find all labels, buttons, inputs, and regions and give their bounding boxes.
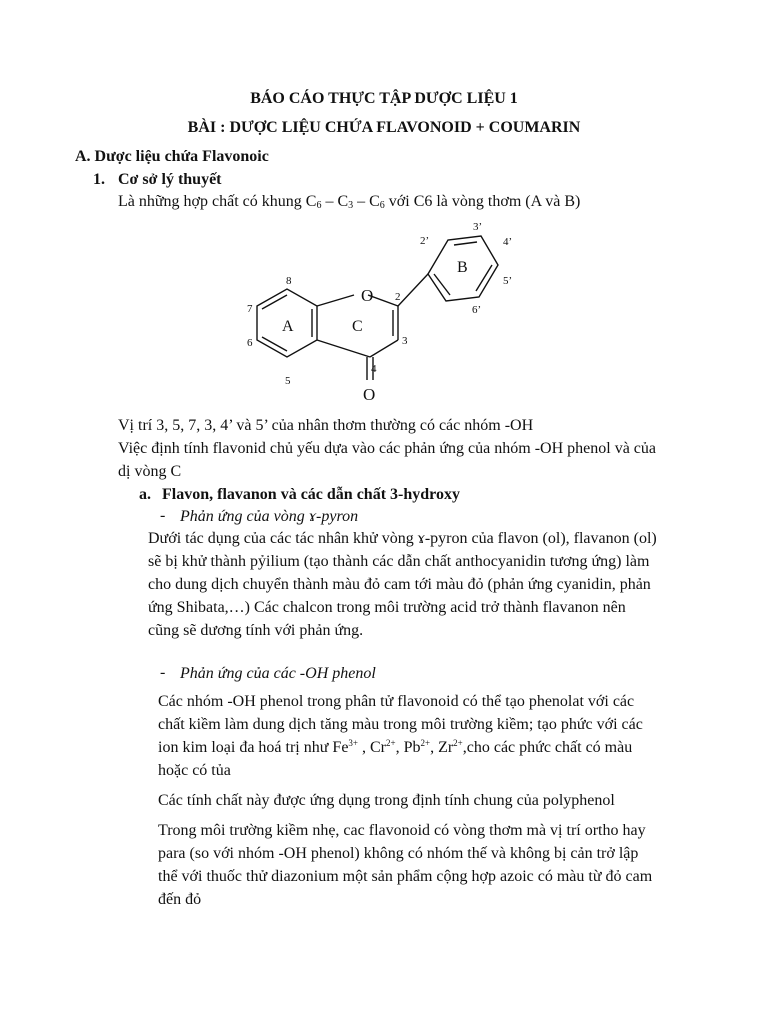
- position-5prime-label: 5’: [503, 275, 513, 287]
- position-5-label: 5: [285, 375, 291, 387]
- reaction-1-heading: Phản ứng của vòng ɤ-pyron: [180, 508, 359, 525]
- phenol-paragraph-line: chất kiềm làm dung dịch tăng màu trong môi trường kiềm; tạo phức với các: [158, 716, 643, 733]
- diazonium-paragraph-line: Trong môi trường kiềm nhẹ, cac flavonoid có vòng thơm mà vị trí ortho hay: [158, 822, 646, 839]
- qualitative-line-2: dị vòng C: [118, 463, 182, 480]
- diazonium-paragraph-line: đến đỏ: [158, 891, 202, 908]
- sub-a-heading: Flavon, flavanon và các dẫn chất 3-hydroxy: [162, 486, 460, 503]
- position-6prime-label: 6’: [472, 304, 482, 316]
- reaction-2-heading: Phản ứng của các -OH phenol: [180, 665, 376, 682]
- phenol-paragraph-line: Các nhóm -OH phenol trong phân tử flavonoid có thể tạo phenolat với các: [158, 693, 635, 710]
- lesson-title: BÀI : DƯỢC LIỆU CHỨA FLAVONOID + COUMARIN: [187, 119, 581, 136]
- intro-line: Là những hợp chất có khung $C_6 - C_3 - C_6$ với C6 là vòng thơm (A và B): [118, 193, 581, 211]
- ring-c-label: C: [352, 318, 363, 335]
- reaction-1-line: Dưới tác dụng của các tác nhân khử vòng ɤ-pyron của flavon (ol), flavanon (ol): [148, 530, 657, 547]
- reaction-1-line: cũng sẽ dương tính với phản ứng.: [148, 622, 364, 639]
- position-7-label: 7: [247, 303, 253, 315]
- item-1-heading: Cơ sở lý thuyết: [118, 171, 222, 188]
- polyphenol-line: Các tính chất này được ứng dụng trong định tính chung của polyphenol: [158, 792, 615, 809]
- ring-b-label: B: [457, 259, 468, 276]
- flavonoid-structure-diagram: [230, 218, 530, 408]
- position-6-label: 6: [247, 337, 253, 349]
- reaction-1-line: ứng Shibata,…) Các chalcon trong môi trường acid trở thành flavanon nên: [148, 599, 626, 616]
- position-3prime-label: 3’: [473, 221, 483, 233]
- position-2-label: 2: [395, 291, 401, 303]
- reaction-1-line: cho dung dịch chuyển thành màu đỏ cam tới màu đỏ (phản ứng cyanidin, phản: [148, 576, 651, 593]
- reaction-1-bullet: -: [160, 507, 166, 524]
- diazonium-paragraph-line: thể với thuốc thử diazonium một sản phẩm cộng hợp azoic có màu từ đỏ cam: [158, 868, 653, 885]
- position-4-label: 4: [371, 363, 377, 375]
- reaction-1-line: sẽ bị khử thành pỷilium (tạo thành các dẫn chất anthocyanidin tương ứng) làm: [148, 553, 650, 570]
- position-2prime-label: 2’: [420, 235, 430, 247]
- reaction-2-bullet: -: [160, 664, 166, 681]
- position-3-label: 3: [402, 335, 408, 347]
- sub-a-letter: a.: [139, 486, 151, 503]
- oh-positions-line: Vị trí 3, 5, 7, 3, 4’ và 5’ của nhân thơm thường có các nhóm -OH: [118, 417, 534, 434]
- report-title: BÁO CÁO THỰC TẬP DƯỢC LIỆU 1: [250, 90, 518, 107]
- section-a-heading: A. Dược liệu chứa Flavonoic: [75, 148, 269, 165]
- diazonium-paragraph-line: para (so với nhóm -OH phenol) không có nhóm thế và không bị cản trở lập: [158, 845, 639, 862]
- phenol-paragraph-line: hoặc có tủa: [158, 762, 231, 779]
- ring-oxygen-label: O: [361, 286, 374, 305]
- item-1-number: 1.: [93, 171, 105, 188]
- qualitative-line-1: Việc định tính flavonid chủ yếu dựa vào các phản ứng của nhóm -OH phenol và của: [118, 440, 656, 457]
- ring-a-label: A: [282, 318, 294, 335]
- carbonyl-oxygen-label: O: [363, 385, 376, 404]
- position-4prime-label: 4’: [503, 236, 513, 248]
- metal-ions-line: ion kim loại đa hoá trị như $Fe^{3+}$ , $Cr^{2+}$, $Pb^{2+}$, $Zr^{2+},cho$ các phức chất có màu: [158, 738, 633, 756]
- position-8-label: 8: [286, 275, 292, 287]
